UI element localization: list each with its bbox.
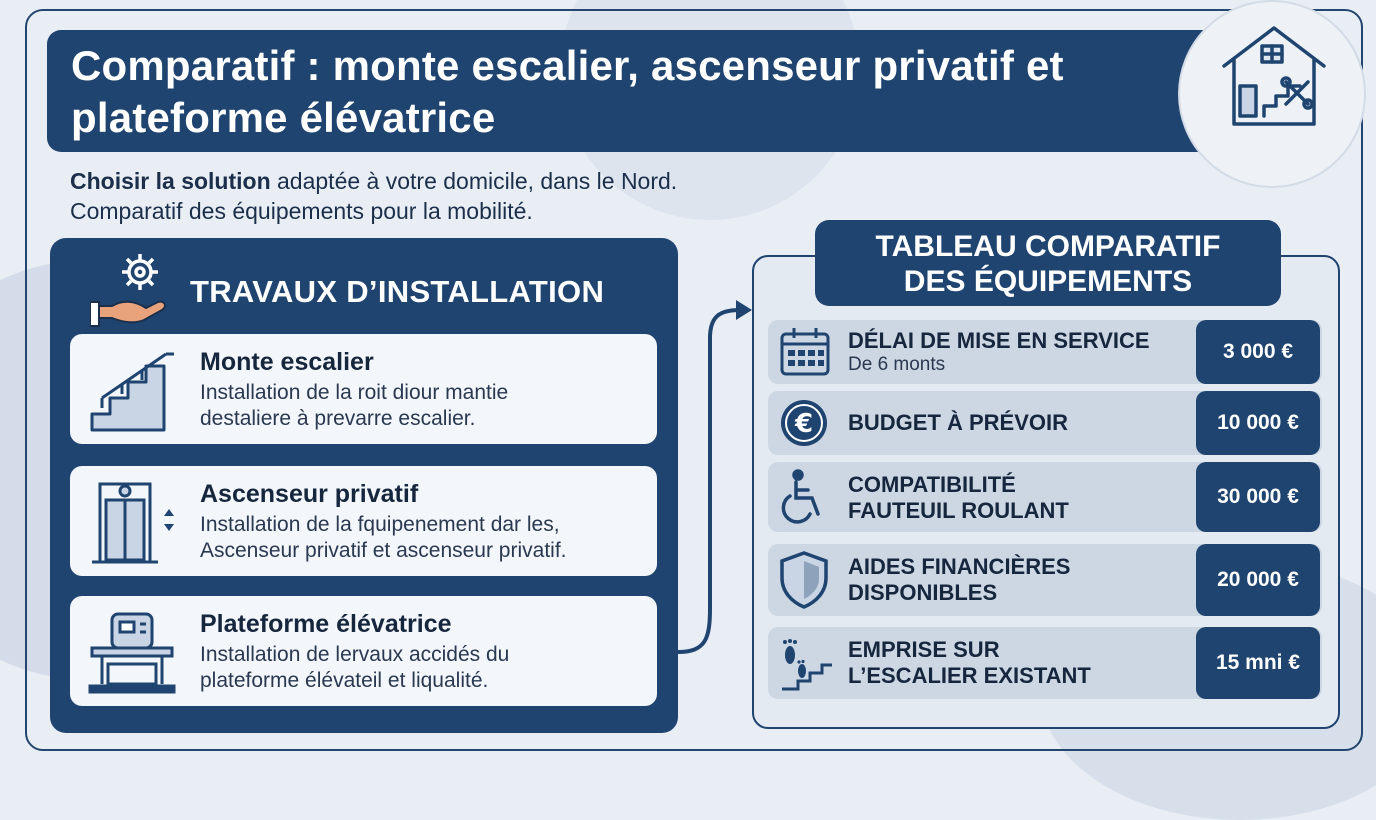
price-badge: 30 000 € xyxy=(1196,462,1320,532)
price-badge: 10 000 € xyxy=(1196,391,1320,455)
row-label-line1: COMPATIBILITÉ xyxy=(848,472,1016,497)
title-banner xyxy=(47,30,1242,152)
page-title: Comparatif : monte escalier, ascenseur privatif et plateforme élévatrice xyxy=(71,42,1064,141)
subtitle-emphasis: Choisir la solution xyxy=(70,168,271,194)
row-label-line1: AIDES FINANCIÈRES xyxy=(848,554,1071,579)
row-label-line1: DÉLAI DE MISE EN SERVICE xyxy=(848,328,1150,353)
comparison-row xyxy=(768,462,1322,532)
house-badge xyxy=(1178,0,1366,188)
card-description xyxy=(200,642,650,694)
comparison-heading xyxy=(815,220,1281,306)
card-stair-lift xyxy=(70,334,657,444)
euro-icon xyxy=(778,397,834,449)
card-description xyxy=(200,380,650,432)
calendar-icon xyxy=(778,326,834,378)
comparison-row xyxy=(768,544,1322,616)
price-badge: 20 000 € xyxy=(1196,544,1320,616)
elevator-icon xyxy=(88,478,178,564)
row-label xyxy=(848,472,1193,524)
comparison-heading-line1: TABLEAU COMPARATIF xyxy=(875,230,1221,263)
row-label-line1: BUDGET À PRÉVOIR xyxy=(848,410,1069,435)
row-label-line2: L’ESCALIER EXISTANT xyxy=(848,663,1091,688)
card-description-line1: Installation de lervaux accidés du xyxy=(200,643,510,666)
card-title: Ascenseur privatif xyxy=(200,480,419,508)
subtitle-line1-rest: adaptée à votre domicile, dans le Nord. xyxy=(270,168,678,194)
subtitle-line2: Comparatif des équipements pour la mobilité. xyxy=(70,198,533,224)
card-description-line1: Installation de la roit diour mantie xyxy=(200,381,509,404)
stair-lift-icon xyxy=(88,346,178,432)
price-badge: 15 mni € xyxy=(1196,627,1320,699)
card-description-line2: destaliere à prevarre escalier. xyxy=(200,407,476,430)
connector-arrow xyxy=(676,298,756,658)
comparison-heading-line2: DES ÉQUIPEMENTS xyxy=(903,265,1193,298)
card-description xyxy=(200,512,650,564)
row-label xyxy=(848,554,1193,606)
card-description-line2: Ascenseur privatif et ascenseur privatif. xyxy=(200,539,567,562)
row-label-line1: EMPRISE SUR xyxy=(848,637,1000,662)
shield-icon xyxy=(778,550,834,610)
card-description-line2: plateforme élévateil et liqualité. xyxy=(200,669,489,692)
price-badge: 3 000 € xyxy=(1196,320,1320,384)
installation-heading: TRAVAUX D’INSTALLATION xyxy=(190,274,605,309)
footprint-stairs-icon xyxy=(778,633,834,693)
comparison-row xyxy=(768,320,1322,384)
card-platform-lift xyxy=(70,596,657,706)
gear-hand-icon xyxy=(90,248,180,328)
comparison-row xyxy=(768,627,1322,699)
row-label-line2: DISPONIBLES xyxy=(848,580,998,605)
row-sublabel: De 6 monts xyxy=(848,354,946,375)
house-tools-icon xyxy=(1218,20,1330,132)
row-label xyxy=(848,637,1193,689)
card-title: Monte escalier xyxy=(200,348,374,376)
card-description-line1: Installation de la fquipenement dar les, xyxy=(200,513,560,536)
wheelchair-icon xyxy=(778,468,834,526)
card-private-elevator xyxy=(70,466,657,576)
installation-panel xyxy=(50,238,678,733)
platform-lift-icon xyxy=(88,608,178,694)
row-label-line2: FAUTEUIL ROULANT xyxy=(848,498,1069,523)
comparison-row xyxy=(768,391,1322,455)
card-title: Plateforme élévatrice xyxy=(200,610,452,638)
row-label xyxy=(848,410,1193,436)
svg-text:€: € xyxy=(794,409,814,439)
installation-header xyxy=(90,248,670,328)
row-label xyxy=(848,328,1193,376)
subtitle xyxy=(70,166,677,226)
